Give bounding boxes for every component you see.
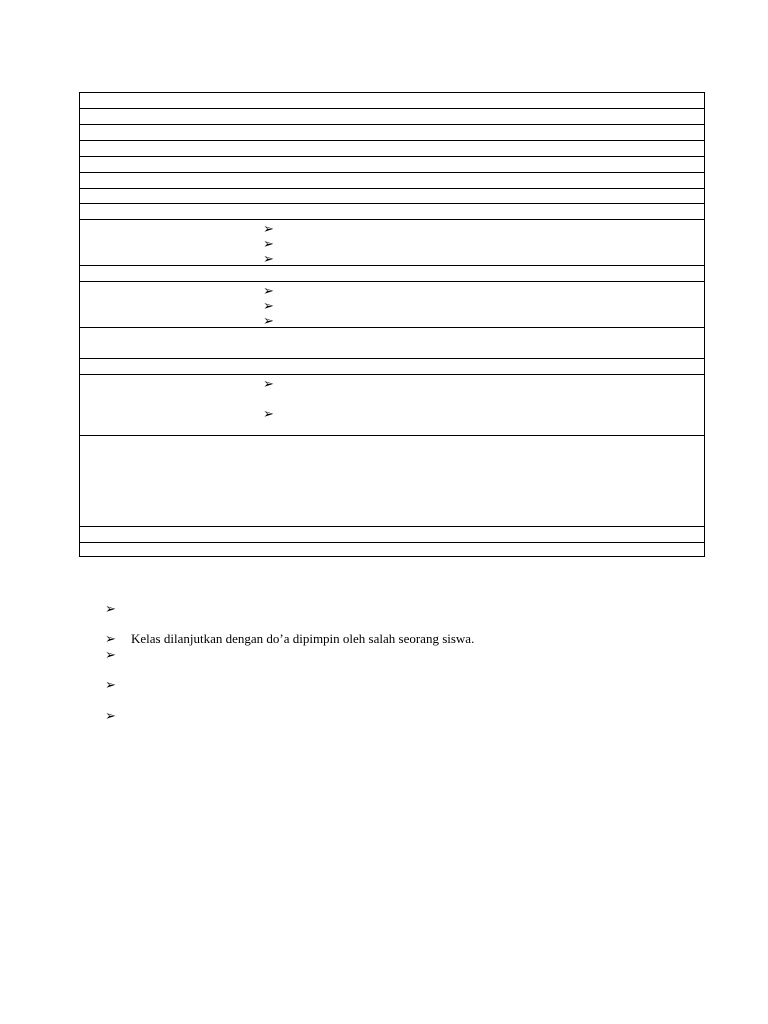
list-item (105, 677, 131, 692)
list-item (105, 647, 131, 662)
bullet-arrow-icon: ➢ (263, 283, 274, 298)
list-item-text: Kelas dilanjutkan dengan do’a dipimpin oleh salah seorang siswa. (131, 631, 475, 646)
bullet-arrow-icon: ➢ (105, 631, 116, 646)
bullet-arrow-icon: ➢ (263, 406, 274, 421)
bullet-arrow-icon: ➢ (105, 677, 116, 692)
bullet-arrow-icon: ➢ (263, 236, 274, 251)
bullet-arrow-icon: ➢ (263, 298, 274, 313)
list-item (105, 601, 131, 616)
bullet-arrow-icon: ➢ (263, 251, 274, 266)
bullet-arrow-icon: ➢ (105, 708, 116, 723)
bullet-arrow-icon: ➢ (263, 221, 274, 236)
list-item (105, 708, 131, 723)
bullet-arrow-icon: ➢ (105, 647, 116, 662)
bullet-arrow-icon: ➢ (263, 376, 274, 391)
list-item (105, 631, 474, 646)
bullet-arrow-icon: ➢ (105, 601, 116, 616)
bullet-arrow-icon: ➢ (263, 313, 274, 328)
